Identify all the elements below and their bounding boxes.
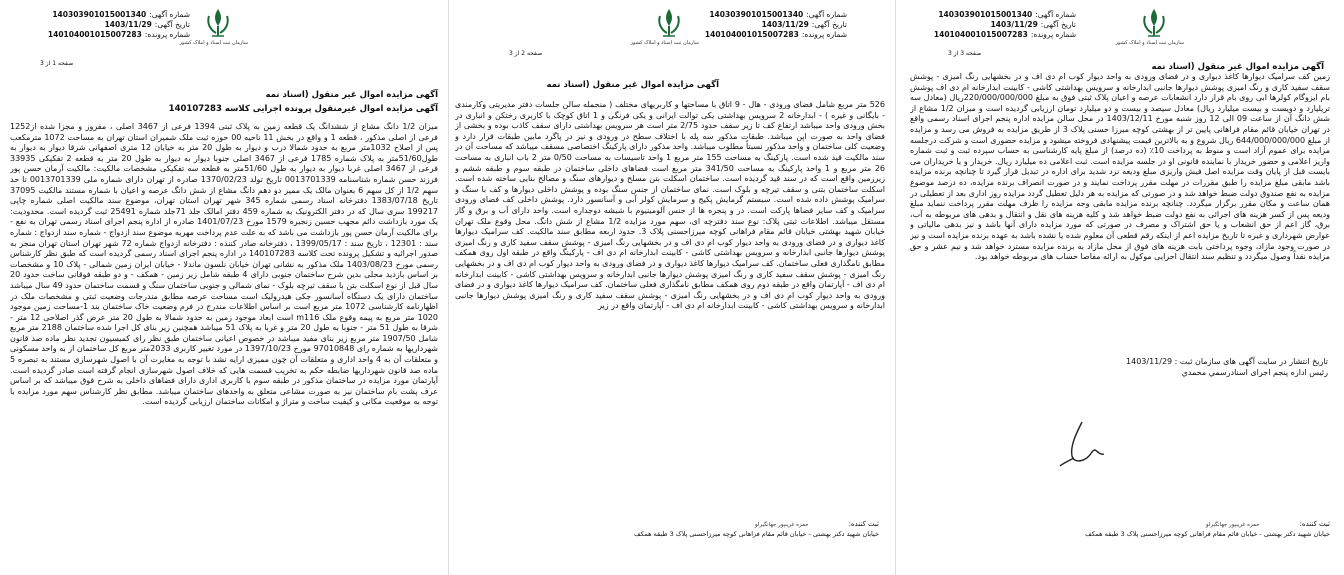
- notice-meta: شماره آگهی:140303901015001340 تاریخ آگهی:1403/11/29 شماره پرونده:140104001015007283: [933, 10, 1076, 39]
- publish-footer: [1126, 356, 1328, 378]
- notice-date: 1403/11/29: [990, 20, 1038, 29]
- notice-body: 526 متر مربع شامل فضای ورودی - هال - 9 اتاق با مساحتها و کاربریهای مختلف ( منجمله سالن جلسات دفتر مدیریتی وکارمندی - بایگانی و غیره ) - ابدارخانه 2 سرویس بهداشتی یکی توالت ایرانی و یکی فرنگی و 1 اتاق کوچک با کاربری رختکن و انباری در بخش ورودی واحد میباشد ارتفاع کف تا زیر سقف حدود 2/75 متر است هر سرویس بهداشتی دارای سقف کاذب بوده و بخشی از فضای واحد به صورت اپن میباشد. طبقات مذکور سه پله با اختلاف سطح در ورودی و نیز در پاگرد مابین طبقات قرار دارد و وضعیت کلی ساختمان و واحد مذکور نسبتاً مطلوب میباشد. واحد مذکور دارای پارکینگ اختصاصی مسقف میباشد که مساحت آن در سند مالکیت قید شده است. پارکینگ به مساحت 155 متر مربع 1 واحد تاسیسات به مساحت 0/50 متر 2 باب انباری به مساحت 26 متر مربع و 1 واحد پارکینگ به مساحت 341/50 متر مربع است فضاهای داخلی ساختمان در طبقه سوم و طبقه ششم و زیرزمین واقع است که در سند قید گردیده است. ساختمان اسکلت بتن مسلح و دیوارهای سنگ و مصالح بنایی ساخته شده است. اسکلت ساختمان بتنی و سقف تیرچه و بلوک است. نمای ساختمان از جنس سنگ بوده و پوشش داخلی دیوارها و کف با سنگ و سرامیک پوشش داده شده است. سیستم گرمایش پکیج و سرمایش کولر آبی و آسانسور دارد. پوشش داخلی کف فضای ورودی سرامیک و کف سایر فضاها پارکت است. در و پنجره ها از جنس آلومینیوم با شیشه دوجداره است. واحد دارای آب و برق و گاز مستقل میباشد. اطلاعات ثبتی پلاک: نوع سند دفترچه ای، سهم مورد مزایده 1/2 مشاع از شش دانگ. محل وقوع ملک تهران خیابان شهید بهشتی خیابان قائم مقام فراهانی کوچه میرزاحسنی پلاک 3. حدود اربعه مطابق سند مالکیت. کف سرامیک دیوارها کاغذ دیواری و در فضای ورودی به واحد دیوار کوب ام دی اف و در بخشهایی رنگ امیزی - پوشش سقف سفید کاری و رنگ امیزی پوشش دیوارها جانبی ابدارخانه و سرویس بهداشتی کاشی - کابینت ابدارخانه ام دی اف - پارکینگ واقع در طبقه اول روی همکف مطابق نامگذاری فعلی ساختمان. کف سرامیک دیوارها کاغذ دیواری و در فضای ورودی به واحد دیوار کوب ام دی اف و در بخشهایی رنگ امیزی - پوشش سقف سفید کاری و رنگ امیزی پوشش دیوارها جانبی ابدارخانه و سرویس بهداشتی کاشی - کابینت ابدارخانه ام دی اف - آپارتمان واقع در طبقه دوم روی همکف مطابق نامگذاری فعلی ساختمان. کف سرامیک دیوارها کاغذ دیواری و در فضای ورودی به واحد دیوار کوب ام دی اف و در بخشهایی رنگ امیزی - پوشش سقف سفید کاری و رنگ امیزی پوشش دیوارها جانبی ابدارخانه و سرویس بهداشتی کاشی - کابینت ابدارخانه ام دی اف - آپارتمان واقع در زیر: [455, 100, 885, 311]
- emblem-icon: [201, 6, 235, 40]
- registrar-block: ثبت کننده:حمزه غریبپور جهانگیرلو خیابان شهید دکتر بهشتی - خیابان قائم مقام فراهانی کوچه میرزاحسنی پلاک 3 طبقه همکف: [1085, 520, 1330, 538]
- handwritten-signature: [1052, 412, 1122, 472]
- document-page-right: [896, 0, 1344, 575]
- notice-meta: شماره آگهی:140303901015001340 تاریخ آگهی:1403/11/29 شماره پرونده:140104001015007283: [47, 10, 190, 39]
- registrar-block: ثبت کننده:حمزه غریبپور جهانگیرلو خیابان شهید دکتر بهشتی - خیابان قائم مقام فراهانی کوچه میرزاحسنی پلاک 3 طبقه همکف: [634, 520, 879, 538]
- notice-meta: شماره آگهی:140303901015001340 تاریخ آگهی:1403/11/29 شماره پرونده:140104001015007283: [704, 10, 847, 39]
- page-number: صفحه 2 از 3: [509, 50, 543, 57]
- notice-heading: آگهی مزایده اموال غیر منقول (اسناد نمه: [546, 80, 719, 90]
- iran-emblem-logo: سازمان ثبت اسناد و املاک کشور: [639, 6, 699, 60]
- notice-heading: آگهی مزایده اموال غیر منقول (اسناد نمه: [1151, 62, 1324, 72]
- notice-date: 1403/11/29: [761, 20, 809, 29]
- registrar-address: خیابان شهید دکتر بهشتی - خیابان قائم مقام فراهانی کوچه میرزاحسنی پلاک 3 طبقه همکف: [634, 530, 879, 538]
- notice-body: میزان 1/2 دانگ مشاع از ششدانگ یک قطعه زمین به پلاک ثبتی 1394 فرعی از 3467 اصلی ، مفروز و مجزا شده از1252 فرعی از اصلی مذکور ، قطعه 1 و واقع در بخش 11 ناحیه 00 حوزه ثبت ملک شمیران استان تهران به مساحت 1072 مترمکعب پس از اصلاح 1032متر مربع به حدود شمالا درب و دیوار به طول 20 متر به خیابان 12 متری اصفهانی شرقا دیوار به دیوار به طول51/60متر به پلاک شماره 1785 فرعی از 3467 اصلی جنوبا دیوار به دیوار به طول 20 متر به قطعه 2 تفکیکی 33935 فرعی از 3467 اصلی غربا دیوار به دیوار به طول 51/60متر به قطعه سه تفکیکی مشخصات مالکیت: مالکیت آرمان حسن پور فرزند حسن شماره شناسنامه 0013701339 تاریخ تولد 1370/02/23 صادره از تهران دارای شماره ملی 0013701339 تا حد سهم 1/2 از کل سهم 6 بعنوان مالک یک ممیز دو دهم دانگ مشاع از شش دانگ عرصه و اعیان با شماره مستند مالکیت 37095 تاریخ 1383/07/18 دفترخانه اسناد رسمی شماره 345 شهر تهران استان تهران، موضوع سند مالکیت اصلی شماره چاپی 199217 سری سال که در دفتر الکترونیک به شماره 459 دفتر امالک جلد 71جلد شماره 25491 ثبت گردیده است. محدودیت: یک مورد بازداشت دائم مجهب حسین زنجیره 1579 مورخ 1401/07/23 صادره از اداره پنجم اجرای اسناد رسمی تهران به نفع - برای مالکیت آرمان حسن پور بازداشت می باشد که به علت عدم پرداخت مهریه موضوع سند ازدواج - شماره سند ازدواج : شماره سند : 12301 ، تاریخ سند : 1399/05/17 ، دفترخانه صادر کننده : دفترخانه ازدواج شماره 72 شهر تهران استان تهران منجر به صدور اجرائیه و تشکیل پرونده تحت کلاسه 140107283 در اداره پنجم اجرای اسناد رسمی گردیده است که طبق نظر کارشناس رسمی مورخ 1403/08/23 ملک مذکور به نشانی تهران خیابان نلسون ماندلا - خیابان ایران زمین شمالی - پلاک 10 و مشخصات بر اساس بازدید محلی بدین شرح ساختمان جنوبی دارای 4 طبقه شامل زیر زمین - همکف - و دو طبقه فوقانی ساخت حدود 20 سال قبل از نوع اسکلت بتن با سقف تیرچه بلوک - نمای شمالی و جنوبی ساختمان سنگ و قسمت ساختمان حدود 49 سال میباشد ساختمان دارای یک دستگاه آسانسور جکی هیدرولیک است مساحت عرصه مطابق مندرجات وضعیت ثبتی و مشخصات ملک در اظهارنامه کارشناسی 1072 متر مربع است بر اساس اطلاعات مندرج در فرم وضعیت خاک ساختمان بند 1-مساحت زمین موجود 1020 متر مربع به پیمه وقوع ملک m116 است ابعاد موجود زمین به حدود شمالا به طول 20 متر عرض گذر اصلاحی 12 متر - شرقا به طول 51 متر - جنوبا به طول 20 متر و غربا به پلاک 51 میباشد همچنین زیر بنای کل اجرا شده ساختمان 2188 متر مربع شامل 1907/50 متر مربع زیر بنای مفید میباشد در خصوص اعیانی ساختمان طبق نظر رای کمیسیون تجدید نظر ماده صد قانون شهرداریها به شماره رای 97010848 مورخ 1397/10/23 در مورد تغییر کاربری 2033متر مربع کل ساختمان از به واحد مسکونی و متعلقات آن به 4 واحد اداری و متعلقات آن چون ممیزی ارایه نشد با توجه به مغایرت آن با اصول شهرسازی مستند به تبصره 5 ماده صد قانون شهرداریها ضابطه حکم به تخریب قسمت هایی که خلاف اصول شهرسازی انجام گرفته است صادر گردیده است. آپارتمان مورد مزایده در ساختمان مذکور در طبقه سوم با کاربری اداری دارای فضاهای داخلی به شرح فوق میباشد که بر اساس عرف پشت بام ساختمان نیز به صورت مشاعی متعلق به واحدهای ساختمان میباشد. مطابق نظر کارشناس سهم مورد مزایده با توجه به موقعیت مکانی و کیفیت ساخت و متراژ و امکانات ساختمان ارزیابی گردیده است.: [10, 122, 438, 407]
- notice-heading: آگهی مزایده اموال غیر منقول (اسناد نمه: [265, 90, 438, 100]
- page-number: صفحه 3 از 3: [948, 50, 982, 57]
- document-page-middle: [448, 0, 896, 575]
- page-number: صفحه 1 از 3: [40, 60, 74, 67]
- notice-number: 140303901015001340: [52, 10, 147, 19]
- registrar-name: حمزه غریبپور جهانگیرلو: [1205, 522, 1260, 528]
- file-number: 140104001015007283: [933, 30, 1028, 39]
- office-head-line: رئیس اداره پنجم اجرای اسنادرسمي محمدي: [1181, 368, 1328, 377]
- emblem-icon: [652, 6, 686, 40]
- file-number: 140104001015007283: [704, 30, 799, 39]
- emblem-icon: [1137, 6, 1171, 40]
- iran-emblem-logo: سازمان ثبت اسناد و املاک کشور: [188, 6, 248, 60]
- publish-date-line: تاریخ انتشار در سایت آگهی های سازمان ثبت : 1403/11/29: [1126, 357, 1328, 366]
- registrar-address: خیابان شهید دکتر بهشتی - خیابان قائم مقام فراهانی کوچه میرزاحسنی پلاک 3 طبقه همکف: [1085, 530, 1330, 538]
- file-number: 140104001015007283: [47, 30, 142, 39]
- registrar-name: حمزه غریبپور جهانگیرلو: [754, 522, 809, 528]
- notice-body: زمین کف سرامیک دیوارها کاغذ دیواری و در فضای ورودی به واحد دیوار کوب ام دی اف و در بخشهایی رنگ امیزی - پوشش سقف سفید کاری و رنگ امیزی پوشش دیوارها جانبی ابدارخانه و سرویس بهداشتی کاشی - کابینت ابدارخانه ام دی اف پوشش بام ایزوگام کولرها ابی روی بام قرار دارد انشعابات عرصه و اعیان پلاک ثبتی فوق به مبلغ 220/000/000/000ریال (معادل سه تریلیارد و دویست و بیست میلیارد ریال) معادل سیصد و بیست و دو میلیارد تومان ارزیابی گردیده است و میزان 1/2 مشاع از شش دانگ آن از ساعت 09 الی 12 روز شنبه مورخ 1403/12/11 در محل سالن مزایده اداره پنجم اجرای اسناد رسمی واقع در تهران خیابان قائم مقام فراهانی پایین تر از بهشتی کوچه میرزا حسنی پلاک 3 از طریق مزایده به فروش می رسد و مزایده از مبلغ 644/000/000/000 ریال شروع و به بالاترین قیمت پیشنهادی فروخته میشود و مزایده حضوری است و شرکت درجلسه مزایده برای عموم آزاد است و منوط به پرداخت 10٪ (ده درصد) از مبلغ پایه کارشناسی به حساب سپرده ثبت و ثبت شماره واریز اعلامی و حضور خریدار با نماینده قانونی او در جلسه مزایده است. ثبت اعلامی ده میلیارد ریال. خریدار و یا خریداران می بایست قبل از پایان وقت مزایده اصل فیش واریزی مبلغ ودیعه نزد شدید برای اداره در تبدیل قرار گیرد تا چنانچه برنده مزایده باشد مابقی مبلغ مزایده را طبق مقررات در مهلت مقرر پرداخت نمایند و در صورت انصراف برنده مزایده، ده درصد موضوع مزایده به نفع صندوق دولت ضبط خواهد شد و در صورتی که مزایده به هر دلیل تعطیل گردد مزایده روز اداری بعد از تعطیلی در همان ساعت و مکان مقرر برگزار میگردد. چنانچه برنده مزایده مابقی وجه مزایده را ظرف مهلت مقرر پرداخت ننماید مبلغ ودیعه پس از کسر هزینه های اجرائی به نفع دولت ضبط خواهد شد و کلیه هزینه های نقل و انتقال و بدهی های مربوطه به آب، برق، گاز اعم از حق انشعاب و یا حق اشتراک و مصرف در صورتی که مورد مزایده دارای آنها باشد و نیز بدهی مالیاتی و عوارض شهرداری و غیره تا تاریخ مزایده اعم از اینکه رقم قطعی آن معلوم شده یا نشده باشد به عهده برنده مزایده است و نیز در صورت وجود مازاد، وجوه پرداختی بابت هزینه های فوق از محل مازاد به برنده مزایده مسترد خواهد شد و نیم عشر و حق مزایده نقداً وصول میگردد و تنظیم سند انتقال اجرایی موکول به ارائه مفاصا حساب های مربوطه خواهد بود.: [910, 72, 1330, 262]
- document-page-left: [0, 0, 448, 575]
- notice-number: 140303901015001340: [938, 10, 1033, 19]
- notice-date: 1403/11/29: [104, 20, 152, 29]
- notice-number: 140303901015001340: [709, 10, 804, 19]
- iran-emblem-logo: سازمان ثبت اسناد و املاک کشور: [1124, 6, 1184, 60]
- notice-subtitle: آگهی مزایده اموال غیرمنقول پرونده اجرایی کلاسه 140107283: [168, 104, 438, 114]
